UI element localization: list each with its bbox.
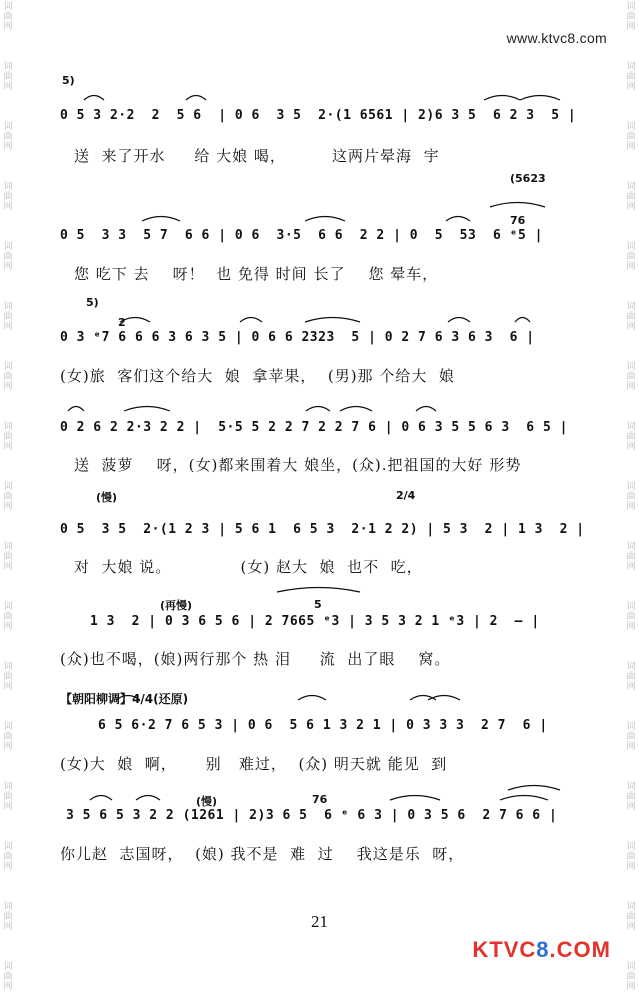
watermark-text: 词 曲 网 [3, 122, 13, 152]
site-url: www.ktvc8.com [506, 30, 607, 46]
row-4-meter: 2/4 [396, 489, 416, 502]
watermark-text: 词 曲 网 [3, 602, 13, 632]
slur-arc [298, 696, 326, 701]
slur-arc [515, 318, 530, 323]
watermark-text: 词 曲 网 [626, 602, 636, 632]
watermark-text: 词 曲 网 [3, 62, 13, 92]
slur-arc [305, 217, 345, 222]
slur-arc [520, 96, 560, 101]
row-3-notes: 0 2 6 2 2·3 2 2 | 5·5 5 2 2 7 2 2 7 6 | 0 6 3 5 5 6 3 6 5 | [60, 420, 568, 435]
row-3-lyrics: 送 菠萝 呀，(女)都来围着大 娘坐，(众).把祖国的大好 形势 [74, 456, 522, 474]
row-1-lyrics: 您 吃下 去 呀！ 也 免得 时间 长了 您 晕车， [74, 265, 439, 283]
watermark-text: 词 曲 网 [3, 782, 13, 812]
site-logo: KTVC8.COM [472, 937, 611, 962]
row-5-notes: 1 3 2 | 0 3 6 5 6 | 2 7665 ᵉ3 | 3 5 3 2 1 ᵉ3 | 2 — | [90, 614, 540, 629]
slur-arc [340, 407, 372, 412]
row-7-lyrics: 你儿赵 志国呀， (娘) 我不是 难 过 我这是乐 呀， [60, 845, 465, 863]
row-7-grace: 76 [312, 793, 328, 806]
row-0-prefix: 5) [62, 74, 75, 87]
watermark-text: 词 曲 网 [3, 362, 13, 392]
watermark-text: 词 曲 网 [626, 422, 636, 452]
slur-arc [277, 588, 360, 593]
row-0-notes: 0 5 3 2·2 2 5 6 | 0 6 3 5 2·(1 6561 | 2)6 3 5 6 2 3 5 | [60, 108, 577, 123]
row-5-grace: 5 [314, 598, 322, 611]
slur-arc [84, 96, 104, 101]
slur-arc [484, 96, 520, 101]
watermark-text: 词 曲 网 [3, 902, 13, 932]
slur-arc [448, 318, 470, 323]
watermark-text: 词 曲 网 [626, 182, 636, 212]
watermark-text: 词 曲 网 [3, 482, 13, 512]
slur-arc [390, 796, 440, 801]
slur-arc [240, 318, 262, 323]
watermark-text: 词 曲 网 [626, 302, 636, 332]
row-4-lyrics: 对 大娘 说。 (女) 赵大 娘 也不 吃， [74, 558, 423, 576]
slur-arc [446, 217, 470, 222]
row-0-lyrics: 送 来了开水 给 大娘 喝， 这两片晕海 宇 [74, 147, 440, 165]
watermark-text: 词 曲 网 [3, 242, 13, 272]
row-6-lyrics: (女)大 娘 啊， 别 难过， (众) 明天就 能见 到 [60, 755, 448, 773]
row-2-notes: 0 3 ᵉ7 6 6 6 3 6 3 5 | 0 6 6 2323 5 | 0 2 7 6 3 6 3 6 | [60, 330, 535, 345]
row-4-prefix: (慢) [96, 491, 118, 504]
watermark-text: 词 曲 网 [626, 662, 636, 692]
slur-arc [186, 96, 206, 101]
watermark-text: 词 曲 网 [3, 2, 13, 32]
slur-arc [305, 318, 360, 323]
watermark-text: 词 曲 网 [3, 662, 13, 692]
watermark-text: 词 曲 网 [3, 722, 13, 752]
page-number: 21 [311, 912, 328, 931]
watermark-text: 词 曲 网 [3, 302, 13, 332]
row-5-prefix: (再慢) [160, 599, 193, 612]
row-6-notes: 6 5 6·2 7 6 5 3 | 0 6 5 6 1 3 2 1 | 0 3 3 3 2 7 6 | [98, 718, 548, 733]
watermark-text: 词 曲 网 [3, 962, 13, 992]
slur-arc [68, 407, 84, 412]
row-1-notes: 0 5 3 3 5 7 6 6 | 0 6 3·5 6 6 2 2 | 0 5 53 6 ᵉ5 | [60, 228, 543, 243]
slur-arc [136, 796, 160, 801]
slur-arc [500, 796, 548, 801]
watermark-text: 词 曲 网 [626, 362, 636, 392]
watermark-text: 词 曲 网 [626, 122, 636, 152]
row-7-prefix: (慢) [196, 795, 218, 808]
row-4-notes: 0 5 3 5 2·(1 2 3 | 5 6 1 6 5 3 2·1 2 2) | 5 3 2 | 1 3 2 | [60, 522, 585, 537]
tune-label: 【朝阳柳调】4/4(还原) [60, 692, 189, 706]
slur-arc [142, 217, 180, 222]
row-1-prefix: (5623 [510, 172, 546, 185]
watermark-text: 词 曲 网 [626, 542, 636, 572]
watermark-text: 词 曲 网 [3, 182, 13, 212]
row-2-lyrics: (女)旅 客们这个给大 娘 拿苹果， (男)那 个给大 娘 [60, 367, 455, 385]
row-2-grace: 2 [118, 316, 126, 329]
slur-arc [306, 407, 330, 412]
watermark-text: 词 曲 网 [626, 722, 636, 752]
slur-arc [90, 796, 112, 801]
slur-arc [490, 203, 545, 208]
slur-arc [416, 407, 436, 412]
watermark-text: 词 曲 网 [626, 962, 636, 992]
watermark-text: 词 曲 网 [626, 902, 636, 932]
row-5-lyrics: (众)也不喝，(娘)两行那个 热 泪 流 出了眼 窝。 [60, 650, 451, 668]
watermark-text: 词 曲 网 [626, 2, 636, 32]
row-7-notes: 3 5 6 5 3 2 2 (1261 | 2)3 6 5 6 ᵉ 6 3 | 0 3 5 6 2 7 6 6 | [66, 808, 558, 823]
watermark-text: 词 曲 网 [3, 542, 13, 572]
row-2-prefix: 5) [86, 296, 99, 309]
slur-arc [124, 407, 170, 412]
watermark-text: 词 曲 网 [626, 842, 636, 872]
slur-arc [508, 786, 560, 791]
watermark-text: 词 曲 网 [626, 242, 636, 272]
watermark-text: 词 曲 网 [3, 422, 13, 452]
slur-arc [428, 696, 460, 701]
watermark-text: 词 曲 网 [626, 62, 636, 92]
row-1-grace: 76 [510, 214, 526, 227]
watermark-text: 词 曲 网 [626, 482, 636, 512]
watermark-text: 词 曲 网 [626, 782, 636, 812]
watermark-text: 词 曲 网 [3, 842, 13, 872]
